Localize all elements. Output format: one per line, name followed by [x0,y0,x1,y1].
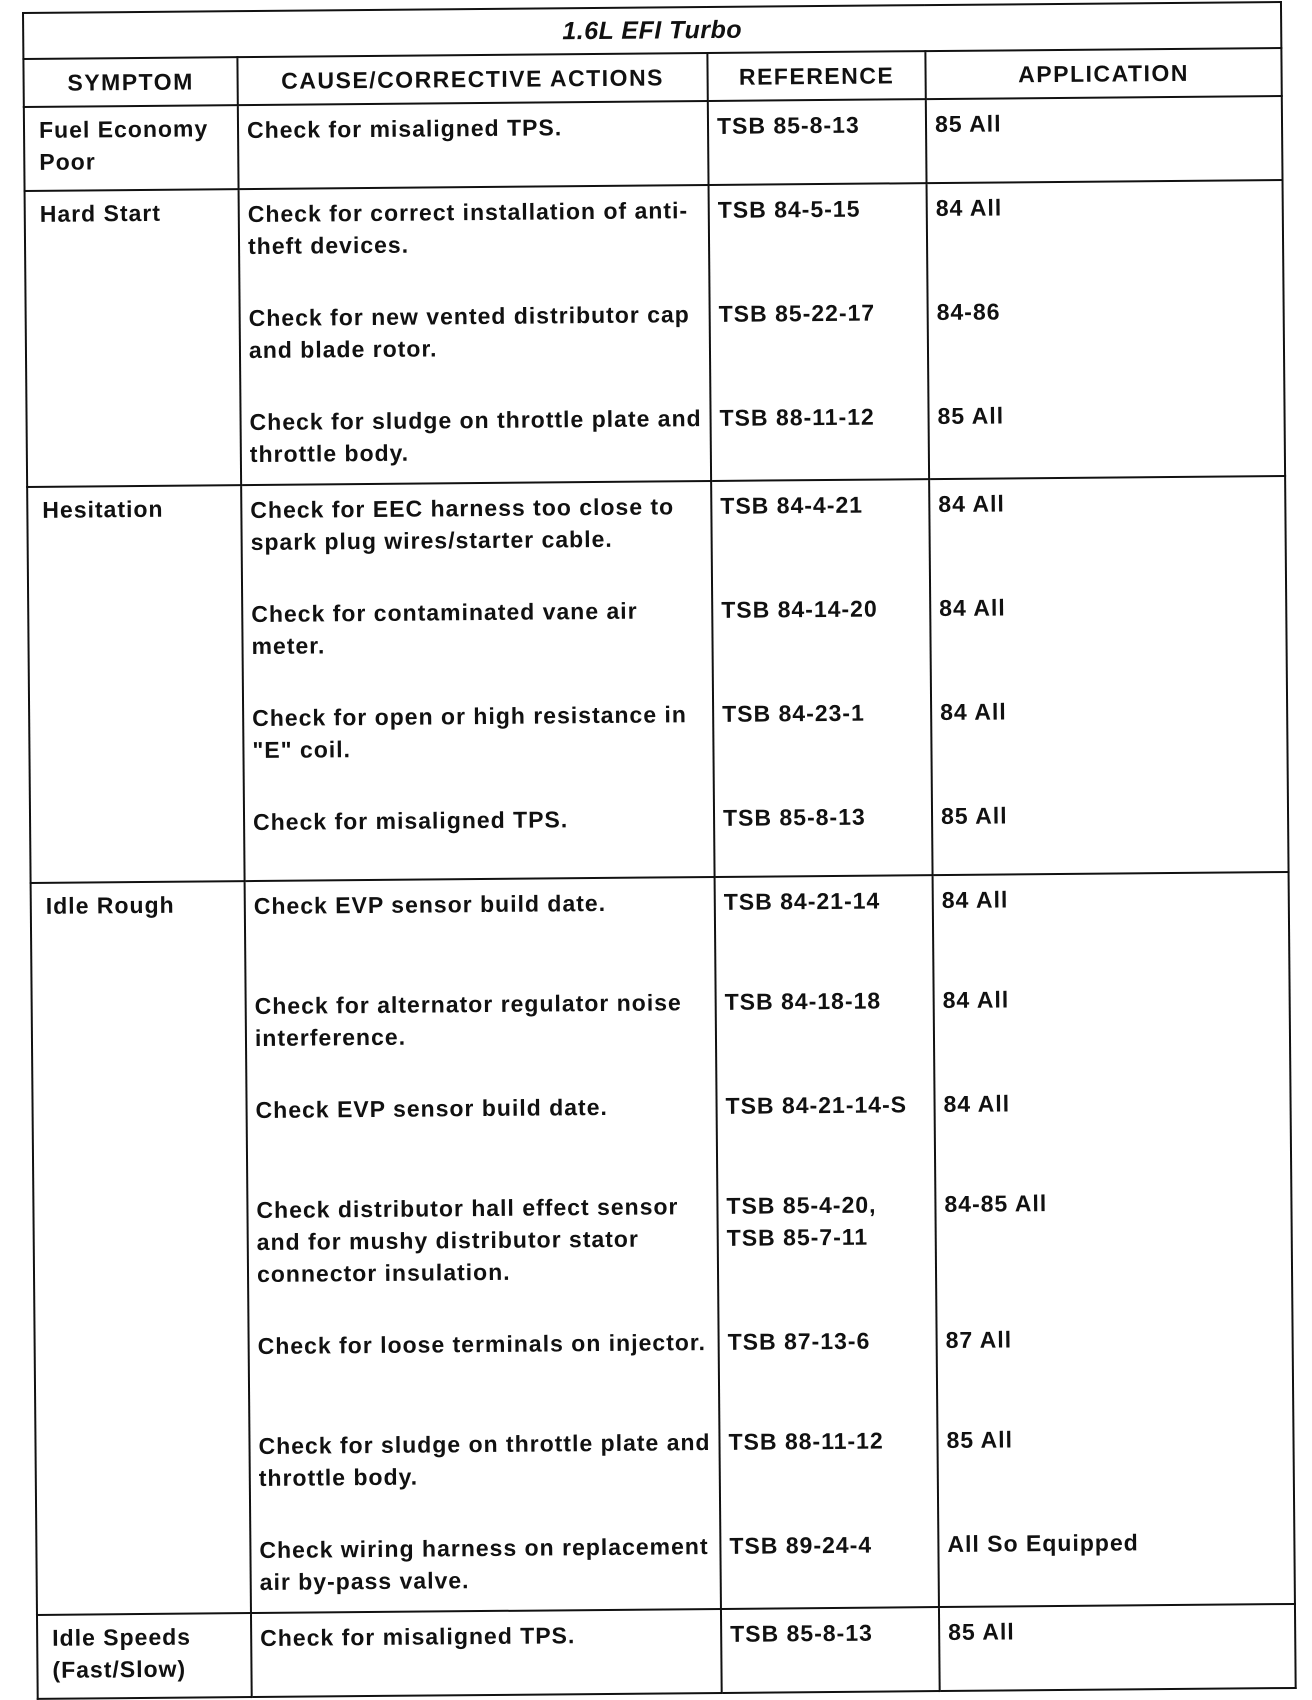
header-application: APPLICATION [925,48,1281,99]
reference-line: TSB 85-8-13 [730,1619,873,1647]
symptom-text: Fuel Economy [38,115,209,143]
application-text: 84 All [943,1090,1011,1117]
cause-text: Check for correct installation of anti-theft devices. [247,197,689,260]
reference-text [722,1608,939,1692]
table-row [24,96,1283,191]
table-body [24,96,1296,1699]
reference-line: TSB 88-11-12 [728,1427,884,1455]
reference-line: TSB 84-21-14-S [725,1091,908,1119]
application-cell [929,476,1288,875]
reference-line: TSB 88-11-12 [719,403,875,431]
reference-text [715,792,932,876]
reference-text [720,1416,937,1522]
header-reference: REFERENCE [707,51,925,101]
reference-text [710,288,927,394]
reference-text [714,688,931,794]
symptom-text: Idle Speeds [52,1623,192,1651]
symptom-text: Hesitation [42,495,164,523]
application-text: 84 All [935,194,1003,222]
cause-text: Check wiring harness on replacement air by-pass valve. [259,1533,709,1595]
reference-line: TSB 85-7-11 [726,1223,869,1251]
application-text: 84 All [939,594,1006,622]
cause-text: Check for contaminated vane air meter. [251,597,638,660]
reference-line: TSB 84-23-1 [722,699,865,727]
application-text: 84 All [942,986,1010,1014]
header-symptom: SYMPTOM [23,57,237,107]
reference-text [709,100,926,184]
cause-cell [251,1609,722,1697]
cause-text: Check EVP sensor build date. [255,1093,608,1124]
application-cell [927,180,1286,479]
reference-text [721,1520,938,1608]
reference-text [711,392,928,480]
symptom-cell [25,189,242,487]
reference-line: TSB 84-21-14 [723,887,881,915]
cause-text: Check for misaligned TPS. [260,1622,576,1651]
reference-text [710,184,927,290]
reference-line: TSB 85-4-20, [726,1191,877,1219]
cause-text: Check for EEC harness too close to spark plug wires/starter cable. [250,493,675,556]
table-row [31,872,1295,1615]
application-text: 84-85 All [944,1190,1048,1217]
reference-line: TSB 84-4-21 [720,491,864,519]
application-text: 87 All [945,1326,1013,1353]
reference-cell [711,479,932,877]
table-row [37,1604,1296,1699]
symptom-cell [31,881,251,1615]
cause-text: Check for sludge on throttle plate and throttle body. [258,1429,711,1491]
reference-text [713,584,930,690]
cause-text: Check for alternator regulator noise interference. [254,989,682,1052]
cause-text: Check for misaligned TPS. [246,114,563,144]
application-text: 84-86 [936,298,1001,326]
symptom-cell [37,1613,252,1699]
application-text: 85 All [948,1618,1015,1645]
cause-text: Check distributor hall effect sensor and for mushy distributor stator connector insulation. [256,1193,679,1287]
reference-text [716,876,933,978]
reference-text [717,1080,934,1182]
application-text: All So Equipped [947,1529,1139,1557]
application-cell [939,1604,1296,1691]
application-cell [926,96,1283,183]
reference-line: TSB 84-5-15 [717,195,861,223]
reference-line: TSB 85-8-13 [722,803,866,831]
application-text: 85 All [940,802,1008,830]
cause-text: Check for misaligned TPS. [252,806,569,836]
reference-line: TSB 87-13-6 [727,1327,871,1355]
symptom-text: Idle Rough [45,891,175,919]
reference-line: TSB 84-14-20 [721,595,878,623]
cause-cell [245,877,721,1613]
reference-cell [715,875,939,1609]
reference-cell [709,183,930,481]
reference-text [716,976,933,1082]
reference-line: TSB 89-24-4 [729,1531,873,1559]
cause-text: Check for loose terminals on injector. [257,1329,707,1359]
table-title: 1.6L EFI Turbo [23,2,1281,59]
application-text: 85 All [937,402,1005,430]
reference-text [719,1316,936,1418]
symptom-cell [24,105,239,191]
symptom-text: (Fast/Slow) [52,1655,187,1683]
reference-line: TSB 85-22-17 [718,299,876,327]
application-text: 85 All [946,1426,1014,1453]
table-row [25,180,1286,487]
cause-text: Check EVP sensor build date. [253,889,607,920]
reference-text [718,1180,935,1318]
reference-line: TSB 84-18-18 [724,987,882,1015]
header-cause: CAUSE/CORRECTIVE ACTIONS [237,53,707,105]
reference-cell [708,99,927,185]
application-text: 85 All [934,110,1002,138]
cause-text: Check for new vented distributor cap and blade rotor. [248,301,690,364]
cause-cell [241,481,714,881]
reference-line: TSB 85-8-13 [716,111,860,139]
reference-cell [721,1607,940,1693]
application-text: 84 All [938,490,1005,518]
cause-text: Check for sludge on throttle plate and throttle body. [249,405,702,468]
application-cell [933,872,1295,1607]
symptom-text: Poor [39,148,96,175]
cause-text: Check for open or high resistance in "E" coil. [252,701,688,764]
diagnostic-sheet [22,1,1297,1700]
cause-cell [239,185,712,485]
diagnostic-table [22,1,1297,1700]
table-row [27,476,1288,883]
reference-text [712,480,929,586]
symptom-text: Hard Start [39,199,162,227]
cause-cell [238,101,709,189]
application-text: 84 All [941,886,1009,914]
symptom-cell [27,485,244,883]
application-text: 84 All [940,698,1007,726]
